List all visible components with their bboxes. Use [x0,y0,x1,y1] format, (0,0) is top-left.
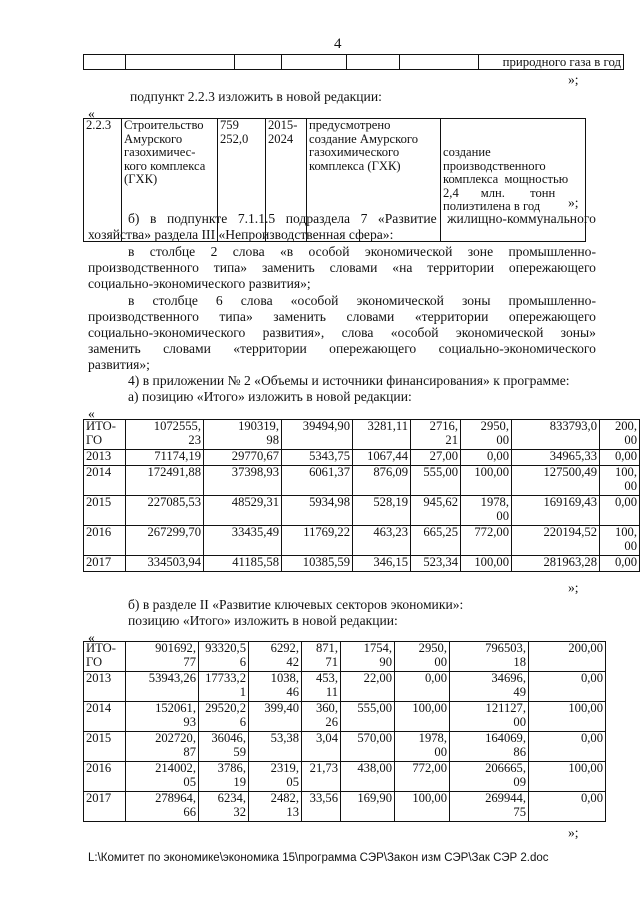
table-cell: 1754, 90 [341,642,395,672]
table-cell: 665,25 [411,526,461,556]
table-row [84,732,606,762]
table-cell: 269944, 75 [450,792,529,822]
paragraph-line: социально-экономического развития»; [88,276,311,291]
table-cell: 1038, 46 [249,672,302,702]
table-row [84,762,606,792]
table-cell: 453, 11 [302,672,341,702]
table-cell: 152061, 93 [126,702,199,732]
table-cell: 2950, 00 [395,642,450,672]
paragraph-line: б) в подпункте 7.1.1.5 подраздела 7 «Развитие жилищно-коммунального [128,211,596,226]
table-cell: 53943,26 [126,672,199,702]
paragraph-line: б) в разделе II «Развитие ключевых секторов экономики»: [128,597,464,612]
table-row [84,702,606,732]
table-cell: 121127, 00 [450,702,529,732]
close-quote: »; [568,72,579,87]
table-cell: 100, 00 [600,466,640,496]
table-cell: 37398,93 [204,466,282,496]
open-quote: « [88,106,95,121]
table-cell: 21,73 [302,762,341,792]
table-cell: 772,00 [395,762,450,792]
table-cell: 202720, 87 [126,732,199,762]
paragraph-line: в столбце 6 слова «особой экономической зоны промышленно- [128,293,596,308]
table-cell: 100,00 [395,792,450,822]
table-row [84,466,640,496]
table-cell: 523,34 [411,556,461,572]
table-cell: 172491,88 [126,466,204,496]
table-cell: 2319, 05 [249,762,302,792]
table-row [84,420,640,450]
table-row [84,642,606,672]
table-cell: 100, 00 [600,526,640,556]
paragraph-line: в столбце 2 слова «в особой экономической зоне промышленно- [128,244,596,259]
table-cell: 2015 [84,732,126,762]
table-cell: 2716, 21 [411,420,461,450]
table-cell: 10385,59 [282,556,353,572]
table-cell: 29520,2 6 [199,702,249,732]
top-row-last-cell: природного газа в год [479,55,624,70]
table-cell: 278964, 66 [126,792,199,822]
table-cell: 29770,67 [204,450,282,466]
table-cell: 360, 26 [302,702,341,732]
table-cell: 53,38 [249,732,302,762]
paragraph-line: производственного типа» заменить словами «территории опережающего [88,309,596,324]
table-cell: 796503, 18 [450,642,529,672]
table-cell: 2016 [84,762,126,792]
table-row [84,556,640,572]
table-cell: 100,00 [461,466,512,496]
cell-provision: предусмотрено создание Амурского газохимического комплекса (ГХК) [307,119,441,242]
paragraph-line: позицию «Итого» изложить в новой редакции: [128,613,398,628]
table-cell: 2482, 13 [249,792,302,822]
table-cell: 5343,75 [282,450,353,466]
cell-amount: 759 252,0 [218,119,266,242]
close-quote: »; [568,825,579,840]
cell-code: 2.2.3 [84,119,122,242]
table-cell: 267299,70 [126,526,204,556]
open-quote: « [88,630,95,645]
table-cell: 0,00 [529,672,606,702]
table-cell: 334503,94 [126,556,204,572]
paragraph-line: производственного типа» заменить словами «на территории опережающего [88,260,596,275]
table-row [84,526,640,556]
table-cell: 6061,37 [282,466,353,496]
table-cell: 200,00 [529,642,606,672]
table-cell: 6234, 32 [199,792,249,822]
paragraph-line: развития»; [88,357,150,372]
table-cell: 17733,2 1 [199,672,249,702]
table-cell: 0,00 [461,450,512,466]
table-cell: 2017 [84,792,126,822]
paragraph-line: социально-экономического развития», слова «особой экономической зоны» [88,325,596,340]
table-cell: ИТО- ГО [84,420,126,450]
table-cell: 2014 [84,466,126,496]
financing-table-1 [83,419,640,572]
table-cell: 0,00 [600,556,640,572]
table-cell: 876,09 [353,466,411,496]
table-cell: 0,00 [600,496,640,526]
table-cell: 206665, 09 [450,762,529,792]
table-cell: 71174,19 [126,450,204,466]
subpoint-223-heading: подпункт 2.2.3 изложить в новой редакции: [130,89,382,104]
footer-file-path: L:\Комитет по экономике\экономика 15\программа СЭР\Закон изм СЭР\Зак СЭР 2.doc [88,852,549,864]
table-cell: 190319, 98 [204,420,282,450]
table-cell: 399,40 [249,702,302,732]
table-cell: 1978, 00 [461,496,512,526]
table-cell: 3281,11 [353,420,411,450]
table-cell: 346,15 [353,556,411,572]
table-cell: 0,00 [529,792,606,822]
table-cell: 945,62 [411,496,461,526]
table-cell: 34696, 49 [450,672,529,702]
table-cell: 27,00 [411,450,461,466]
table-cell: 200, 00 [600,420,640,450]
table-cell: 2015 [84,496,126,526]
table-cell: 5934,98 [282,496,353,526]
table-cell: 22,00 [341,672,395,702]
table-cell: 438,00 [341,762,395,792]
table-cell: 169169,43 [512,496,600,526]
table-cell: 528,19 [353,496,411,526]
table-cell: 6292, 42 [249,642,302,672]
table-cell: 100,00 [529,702,606,732]
table-cell: 772,00 [461,526,512,556]
table-cell: 220194,52 [512,526,600,556]
table-cell: 1978, 00 [395,732,450,762]
table-cell: 33,56 [302,792,341,822]
table-cell: 48529,31 [204,496,282,526]
table-cell: 281963,28 [512,556,600,572]
table-row [84,792,606,822]
cell-years: 2015- 2024 [266,119,307,242]
table-cell: 164069, 86 [450,732,529,762]
table-cell: 2013 [84,672,126,702]
table-cell: 1067,44 [353,450,411,466]
table-cell: 555,00 [341,702,395,732]
paragraph-line: хозяйства» раздела III «Непроизводственная сфера»: [88,227,394,242]
table-cell: 833793,0 [512,420,600,450]
table-cell: 2017 [84,556,126,572]
table-cell: 2016 [84,526,126,556]
table-cell: 100,00 [395,702,450,732]
table-cell: 169,90 [341,792,395,822]
table-cell: 1072555, 23 [126,420,204,450]
table-cell: 0,00 [395,672,450,702]
table-cell: 901692, 77 [126,642,199,672]
table-cell: 11769,22 [282,526,353,556]
table-cell: 93320,5 6 [199,642,249,672]
page-number: 4 [334,36,342,52]
close-quote: »; [568,195,579,210]
table-row [84,672,606,702]
table-cell: 0,00 [600,450,640,466]
table-row [84,450,640,466]
table-cell: 39494,90 [282,420,353,450]
paragraph-line: а) позицию «Итого» изложить в новой редакции: [128,389,412,404]
financing-table-2 [83,641,606,822]
table-row [84,496,640,526]
table-cell: 0,00 [529,732,606,762]
table-cell: 36046, 59 [199,732,249,762]
table-cell: 100,00 [529,762,606,792]
table-cell: 33435,49 [204,526,282,556]
table-cell: 570,00 [341,732,395,762]
table-cell: 463,23 [353,526,411,556]
top-table-fragment [83,54,624,70]
close-quote: »; [568,580,579,595]
paragraph-line: 4) в приложении № 2 «Объемы и источники финансирования» к программе: [128,373,570,388]
table-cell: 2014 [84,702,126,732]
table-cell: 100,00 [461,556,512,572]
table-cell: 3,04 [302,732,341,762]
table-cell: 3786, 19 [199,762,249,792]
table-cell: 34965,33 [512,450,600,466]
table-cell: 2013 [84,450,126,466]
table-cell: 214002, 05 [126,762,199,792]
table-cell: 127500,49 [512,466,600,496]
paragraph-line: заменить словами «территории опережающего социально-экономического [88,341,596,356]
table-cell: 2950, 00 [461,420,512,450]
open-quote: « [88,406,95,421]
table-cell: 871, 71 [302,642,341,672]
table-cell: 41185,58 [204,556,282,572]
cell-result: создание производственного комплекса мощностью 2,4 млн. тонн полиэтилена в год [441,119,586,242]
table-cell: 555,00 [411,466,461,496]
cell-name: Строительство Амурского газохимичес- кого комплекса (ГХК) [122,119,218,242]
table-cell: ИТО- ГО [84,642,126,672]
table-cell: 227085,53 [126,496,204,526]
